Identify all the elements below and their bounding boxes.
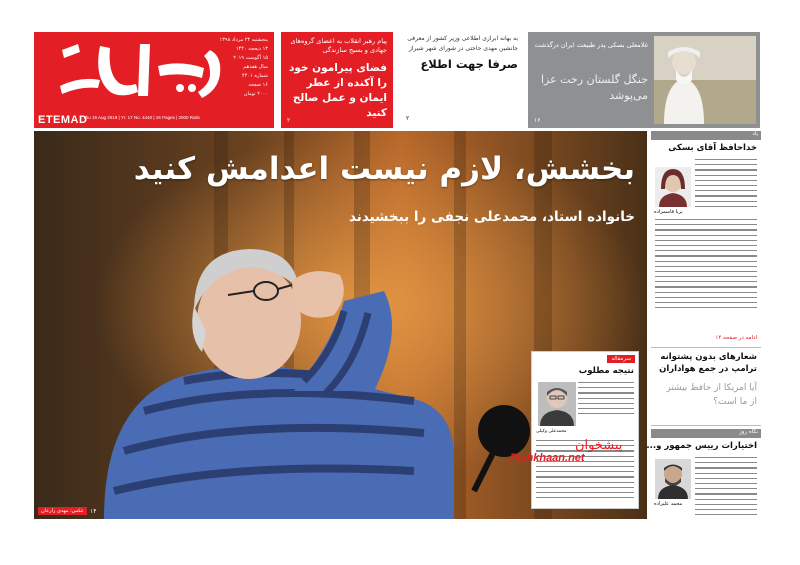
latin-masthead-name: ETEMAD xyxy=(38,114,88,126)
promo-headline: صرفا جهت اطلاع xyxy=(420,57,518,71)
page-number: ۲ xyxy=(406,115,410,122)
text-lines xyxy=(578,382,634,418)
promo-headline: جنگل گلستان رخت عزا می‌پوشد xyxy=(540,73,648,102)
continued-link[interactable]: ادامه در صفحه ۱۴ xyxy=(715,335,757,341)
date-line: ۱۵ آگوست ۲۰۱۹ xyxy=(233,55,268,61)
editorial-box[interactable] xyxy=(531,351,639,509)
page-number: ۲ xyxy=(287,117,291,124)
column-title[interactable]: اختیارات رییس جمهور و... xyxy=(646,441,757,451)
right-column xyxy=(646,131,761,519)
author-photo xyxy=(655,459,691,499)
date-line: پنجشنبه ۲۴ مرداد ۱۳۹۸ xyxy=(219,37,268,43)
date-line: ۱۳ ذیحجه ۱۴۴۰ xyxy=(235,46,268,52)
author-photo xyxy=(538,382,576,426)
page-number: ۱۶ xyxy=(534,117,541,124)
section-label-bar xyxy=(651,131,761,140)
date-line: ۲۰۰۰ تومان xyxy=(243,91,268,97)
section-label: نگاه روز xyxy=(739,429,758,435)
page-number: ۱۴ xyxy=(90,508,97,515)
text-lines xyxy=(695,159,757,211)
text-lines xyxy=(655,219,757,312)
promo-kicker: به بهانه ابرازی اطلاعی وزیر کشور از معرفی جانشین مهدی حاجتی در شورای شهر شیراز xyxy=(407,35,518,52)
promo-for-information[interactable] xyxy=(400,32,522,128)
promo-headline: فضای پیرامون خود را آکنده از عطر ایمان و عمل صالح کنید xyxy=(288,62,387,119)
editorial-title: نتیجه مطلوب xyxy=(578,366,634,376)
photo-credit: عکس: مهدی زارعان xyxy=(38,507,87,515)
main-subheadline: خانواده استاد، محمدعلی نجفی را ببخشیدند xyxy=(348,209,635,225)
promo-nature-obituary[interactable] xyxy=(528,32,760,128)
watermark: Pishkhaan.net xyxy=(510,452,585,464)
author-photo xyxy=(655,167,691,207)
main-headline: بخشش، لازم نیست اعدامش کنید xyxy=(133,151,635,187)
section-label: یاد xyxy=(752,131,758,137)
date-line: سال هفدهم xyxy=(243,64,268,70)
date-line: ۱۶ صفحه xyxy=(248,82,268,88)
promo-kicker: غلامعلی بسکی پدر طبیعت ایران درگذشت xyxy=(534,41,648,49)
divider xyxy=(651,425,761,426)
section-label-bar xyxy=(651,429,761,438)
watermark-script: پیشخوان xyxy=(575,438,623,453)
column-author: پریا قاسمزاده xyxy=(654,209,683,215)
section-label: سرمقاله xyxy=(607,355,635,363)
promo-leader-message[interactable] xyxy=(281,32,393,128)
column-title[interactable]: شعارهای بدون پشتوانه ترامپ در جمع هواداران xyxy=(659,352,757,374)
promo-kicker: پیام رهبر انقلاب به اعضای گروه‌های جهادی و بسیج سازندگی xyxy=(290,37,387,54)
issue-line: Thu 15 Aug 2019 | Yr. 17 No. 4440 | 16 Pages | 2000 Rials xyxy=(83,115,200,120)
portrait-photo xyxy=(654,36,756,124)
issue-date xyxy=(210,36,268,99)
column-title[interactable]: خداحافظ آقای بسکی xyxy=(668,143,757,153)
column-quote: آیا امریکا از حافظ بیشتر از ما است؟ xyxy=(666,383,757,407)
divider xyxy=(651,347,761,348)
editorial-author: محمدعلی وکیلی xyxy=(536,429,567,434)
date-line: شماره ۴۴۰۱ xyxy=(242,73,268,79)
column-author: محمد علیزاده xyxy=(654,501,683,507)
text-lines xyxy=(695,457,757,519)
